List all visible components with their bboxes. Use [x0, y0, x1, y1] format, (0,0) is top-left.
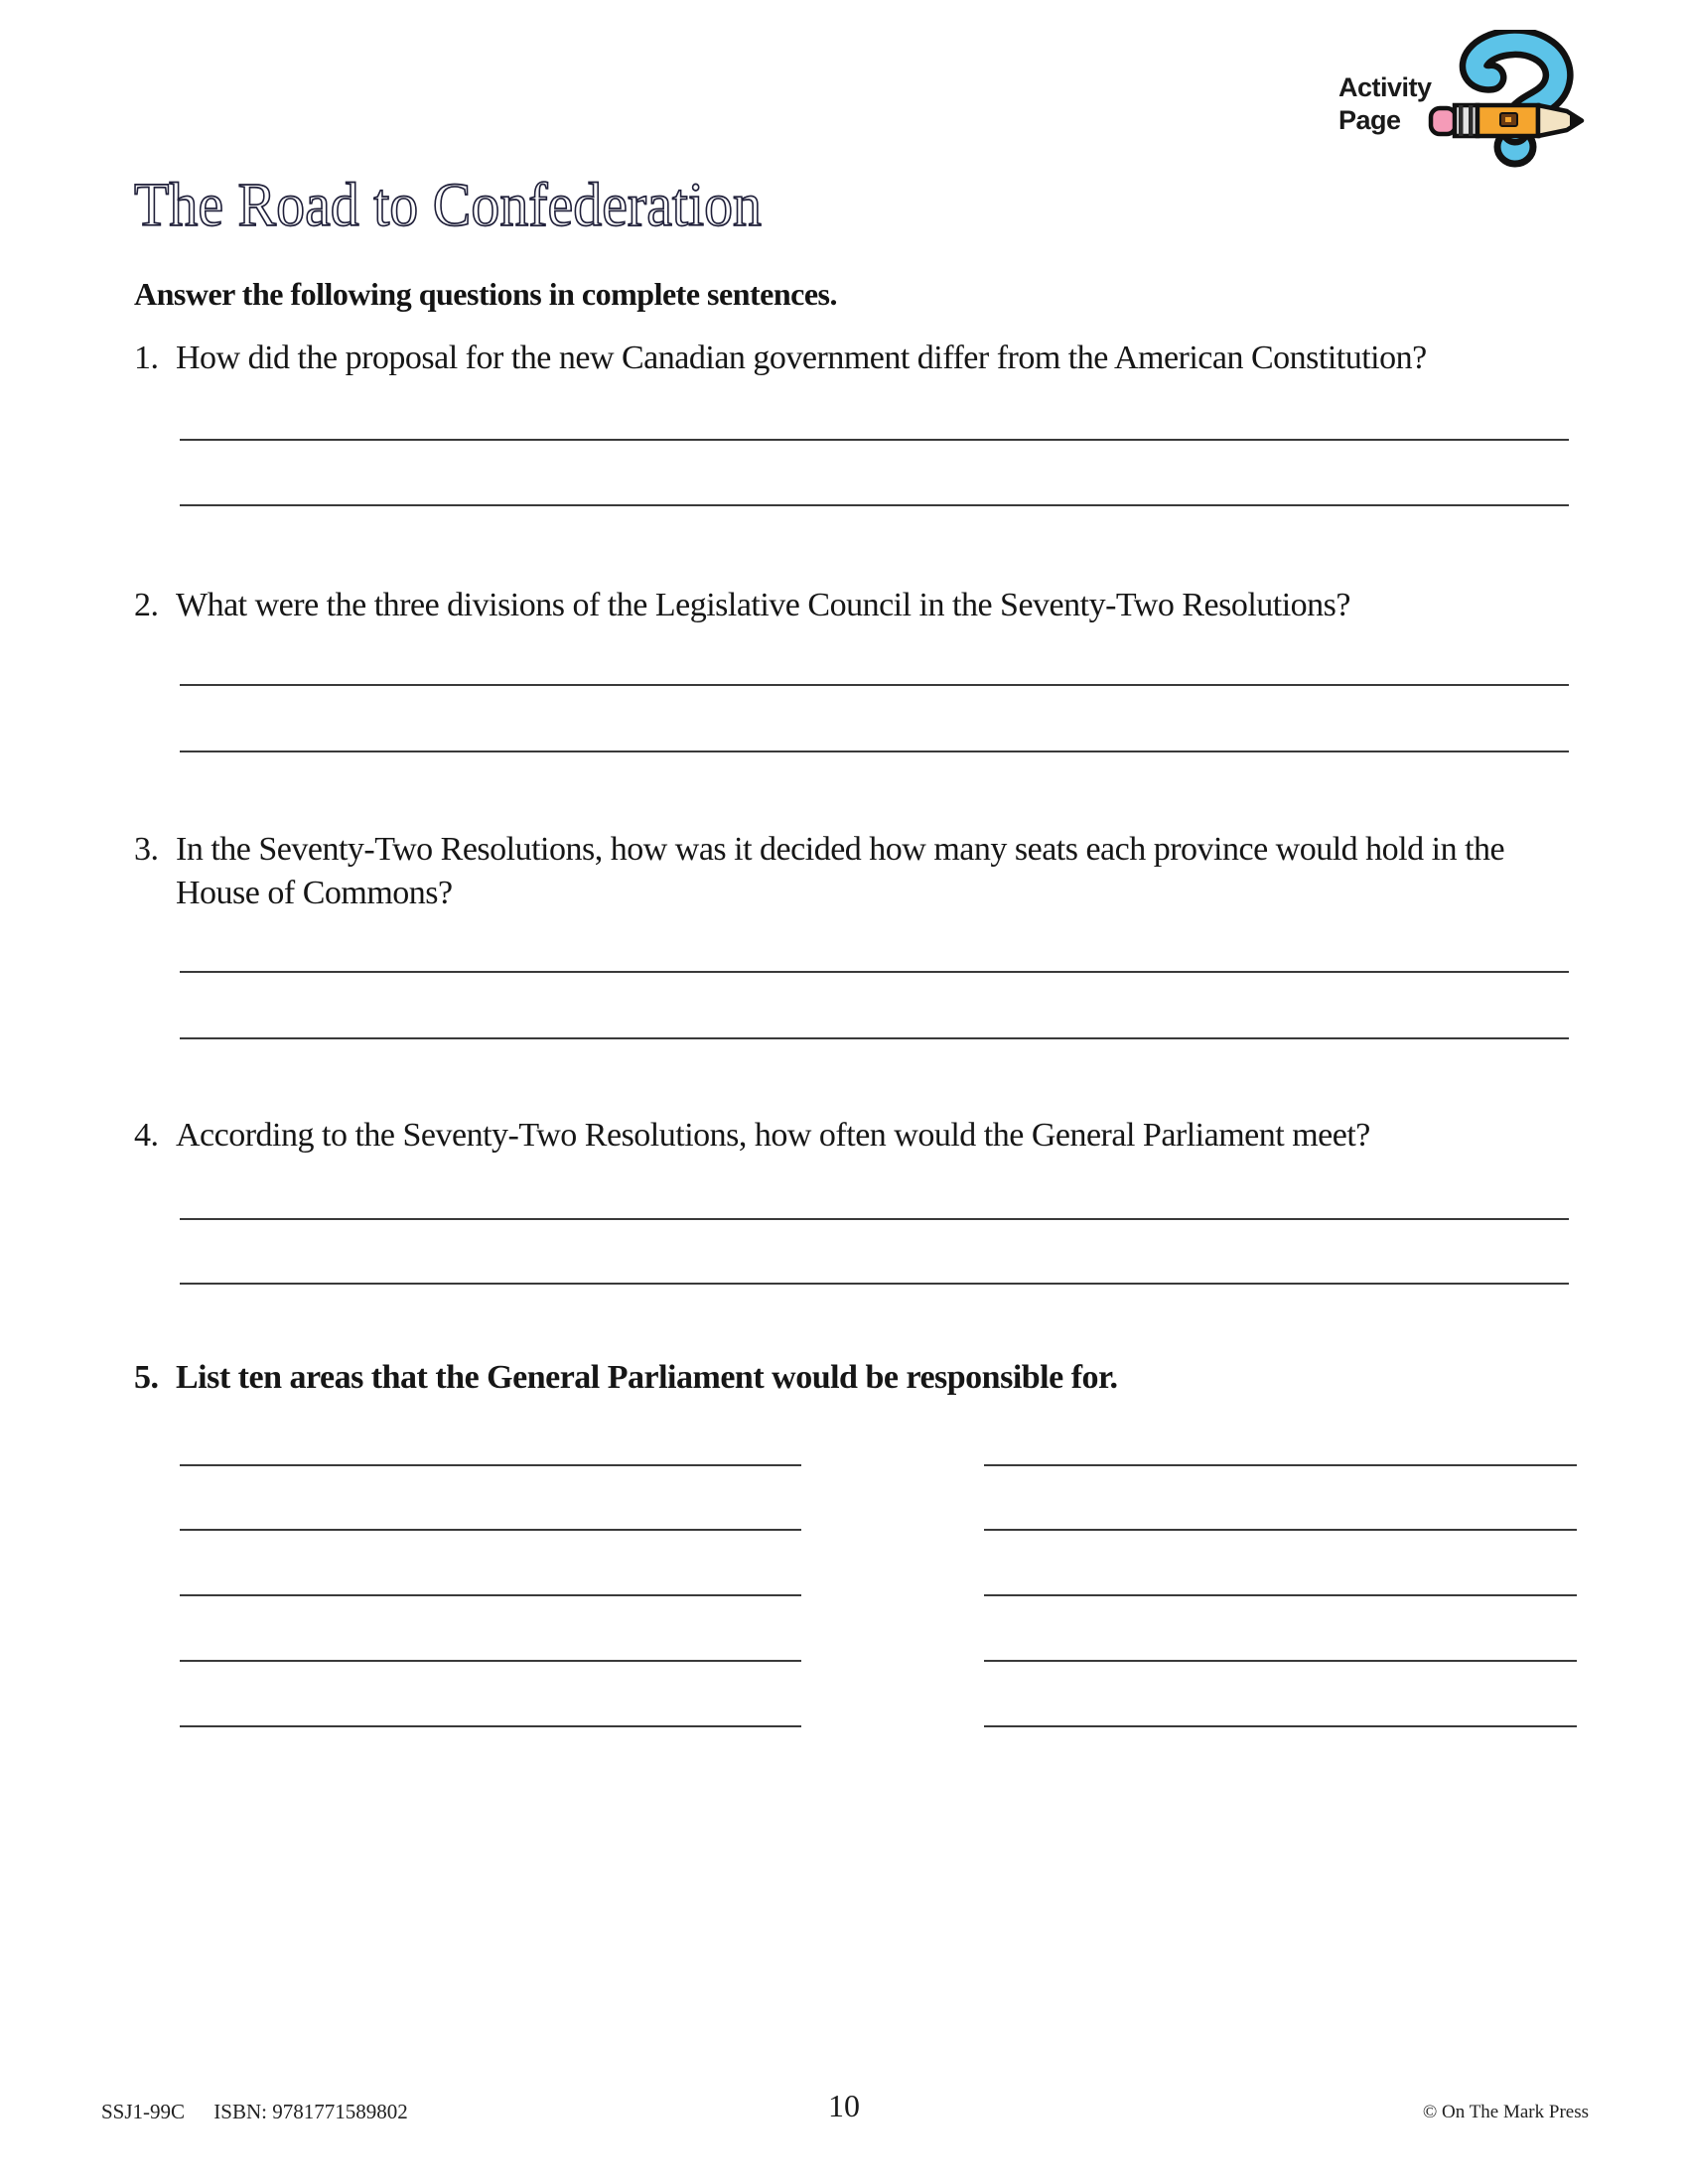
question-4	[134, 1114, 1536, 1158]
footer-page-number: 10	[828, 2088, 860, 2123]
footer-copyright: © On The Mark Press	[1422, 2102, 1589, 2122]
footer-isbn: ISBN: 9781771589802	[213, 2100, 408, 2123]
question-number: 4.	[134, 1117, 159, 1154]
ferrule-band	[1459, 105, 1464, 136]
instruction-text: Answer the following questions in complete sentences.	[134, 276, 837, 312]
answer-line	[180, 1037, 1569, 1039]
activity-badge-label-line1: Activity	[1338, 72, 1432, 102]
pencil-logo-dot	[1505, 117, 1511, 122]
answer-line	[180, 1464, 801, 1466]
question-text: According to the Seventy-Two Resolutions, how often would the General Parliament meet?	[176, 1117, 1370, 1154]
ferrule-band	[1469, 105, 1474, 136]
question-text: What were the three divisions of the Legislative Council in the Seventy-Two Resolutions?	[176, 587, 1351, 623]
activity-page-badge	[1331, 30, 1599, 189]
question-number: 2.	[134, 587, 159, 623]
activity-badge-label	[1338, 71, 1432, 137]
answer-line	[180, 971, 1569, 973]
page-title: The Road to Confederation	[134, 172, 762, 239]
activity-badge-label-line2: Page	[1338, 105, 1401, 135]
answer-line	[984, 1529, 1577, 1531]
answer-line	[984, 1725, 1577, 1727]
question-mark-pencil-icon	[1428, 30, 1589, 181]
pencil	[1431, 105, 1584, 136]
answer-line	[180, 1594, 801, 1596]
answer-line	[180, 751, 1569, 752]
question-number: 3.	[134, 831, 159, 868]
question-number: 5.	[134, 1359, 159, 1396]
question-text: In the Seventy-Two Resolutions, how was it decided how many seats each province would hold in the House of Commons?	[176, 831, 1505, 911]
title-art	[132, 169, 847, 246]
question-2	[134, 584, 1536, 627]
title-block	[132, 169, 847, 251]
answer-line	[180, 1660, 801, 1662]
answer-line	[984, 1660, 1577, 1662]
pencil-ferrule	[1455, 105, 1477, 136]
question-1	[134, 337, 1536, 380]
question-5	[134, 1356, 1536, 1400]
footer-product-code: SSJ1-99C	[101, 2100, 186, 2123]
answer-line	[180, 1529, 801, 1531]
question-3	[134, 828, 1536, 914]
answer-line	[180, 1218, 1569, 1220]
answer-line	[984, 1594, 1577, 1596]
question-number: 1.	[134, 340, 159, 376]
question-text: How did the proposal for the new Canadian government differ from the American Constitution?	[176, 340, 1427, 376]
answer-line	[180, 439, 1569, 441]
pencil-eraser	[1431, 108, 1456, 134]
question-text: List ten areas that the General Parliament would be responsible for.	[176, 1359, 1118, 1396]
answer-line	[180, 1283, 1569, 1285]
answer-line	[180, 1725, 801, 1727]
answer-line	[984, 1464, 1577, 1466]
answer-line	[180, 684, 1569, 686]
answer-line	[180, 504, 1569, 506]
